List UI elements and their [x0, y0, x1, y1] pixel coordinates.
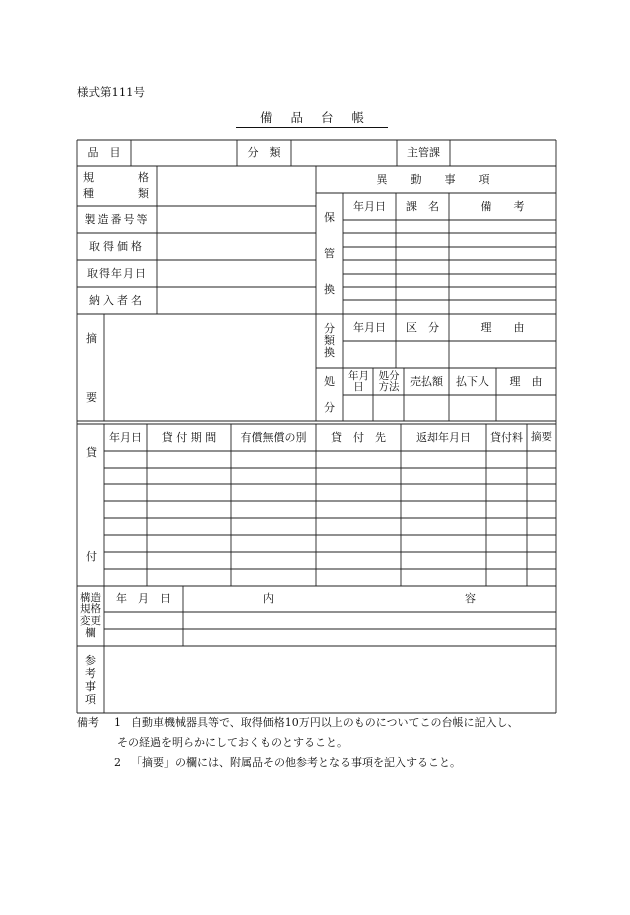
note-2-line-1: 「摘要」の欄には、附属品その他参考となる事項を記入すること。 [131, 756, 461, 769]
note-1-number: 1 [114, 716, 121, 729]
disposal-col-date-box [345, 369, 372, 395]
custody-label-1: 保 [324, 211, 335, 224]
lending-col-date: 年月日 [109, 430, 142, 444]
modification-col-content-left: 内 [263, 592, 274, 605]
custody-label-2: 管 [324, 247, 335, 260]
lending-col-fee: 貸付料 [490, 430, 523, 444]
acquired-date-label: 取得年月日 [87, 266, 147, 280]
disposal-col-method: 処分方法 [378, 369, 400, 393]
department-label: 主管課 [407, 146, 440, 160]
note-2-number: 2 [114, 756, 121, 769]
disposal-col-method-box [374, 369, 404, 395]
custody-col-section: 課 名 [406, 199, 439, 213]
reference-label-box [77, 650, 104, 710]
reclass-label: 分類換 [324, 321, 335, 360]
category-label: 分 類 [247, 146, 281, 160]
note-1-line-2: その経過を明らかにしておくものとすること。 [117, 736, 348, 749]
lending-col-period: 貸 付 期 間 [161, 430, 217, 444]
reclass-col-reason: 理 由 [480, 320, 525, 334]
changes-header: 異 動 事 項 [376, 172, 496, 186]
modification-label: 構造規格変更欄 [80, 591, 101, 639]
lending-col-paid: 有償無償の別 [240, 430, 307, 444]
disposal-label-2: 分 [324, 401, 335, 414]
summary-label-bottom: 要 [86, 391, 97, 404]
modification-col-date: 年 月 日 [116, 592, 171, 606]
custody-col-note: 備 考 [480, 199, 525, 213]
serial-label: 製造番号等 [84, 212, 150, 226]
supplier-label: 納入者名 [89, 293, 145, 307]
lending-col-return: 返却年月日 [416, 430, 471, 444]
note-1-line-1: 自動車機械器具等で、取得価格10万円以上のものについてこの台帳に記入し、 [131, 716, 519, 729]
reclass-col-date: 年月日 [353, 320, 386, 334]
modification-label-box [77, 588, 104, 644]
reclass-label-box [316, 318, 343, 364]
kind-label: 種 類 [83, 187, 149, 200]
spec-label: 規 格 [83, 171, 149, 184]
reference-label: 参考事項 [85, 653, 96, 707]
disposal-label-1: 処 [324, 375, 335, 388]
disposal-col-amount: 売払額 [410, 374, 443, 388]
disposal-col-reason: 理 由 [509, 374, 543, 388]
price-label: 取得価格 [89, 239, 145, 253]
disposal-col-buyer: 払下人 [456, 374, 489, 388]
modification-col-content-right: 容 [465, 592, 476, 605]
lending-label-top: 貸 [86, 446, 97, 459]
form-number: 様式第111号 [77, 85, 145, 99]
disposal-col-date: 年月日 [348, 369, 369, 393]
notes-heading: 備考 [77, 716, 99, 729]
lending-label-bottom: 付 [86, 550, 97, 563]
lending-col-summary: 摘要 [531, 430, 552, 443]
custody-col-date: 年月日 [353, 199, 386, 213]
lending-col-borrower: 貸 付 先 [331, 430, 386, 444]
reclass-col-kind: 区 分 [406, 320, 439, 334]
custody-label-3: 換 [324, 283, 335, 296]
item-label: 品 目 [87, 146, 121, 160]
summary-label-top: 摘 [86, 332, 97, 345]
page-title: 備品台帳 [236, 108, 388, 128]
